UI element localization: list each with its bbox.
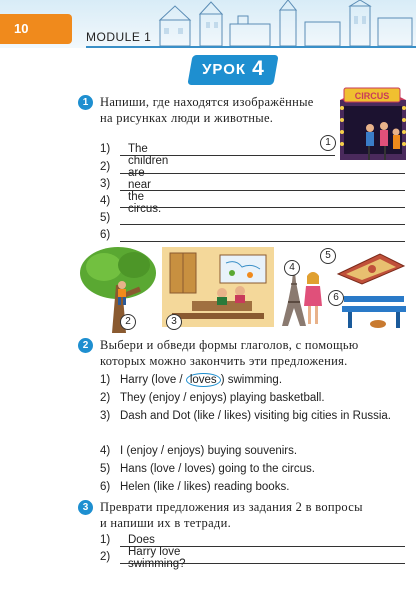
sentence-text: Dash and Dot (like / likes) visiting big cities in Russia. — [120, 410, 391, 422]
lesson-number: 4 — [252, 57, 264, 80]
exercise-3-instruction-line-1: Преврати предложения из задания 2 в вопросы — [100, 500, 363, 514]
sentence-text: Hans (love / loves) going to the circus. — [120, 463, 315, 475]
exercise-1-instruction — [100, 94, 340, 126]
exercise-2-number: 2 — [78, 338, 93, 353]
lesson-badge — [187, 55, 278, 85]
item-number: 2) — [100, 161, 111, 173]
module-label: MODULE 1 — [86, 30, 152, 44]
picture-label-4: 4 — [284, 260, 300, 276]
answer-underline — [120, 173, 405, 174]
girl-illustration — [302, 270, 324, 326]
answer-underline — [120, 207, 405, 208]
exercise-2-instruction-line-1: Выбери и обведи формы глаголов, с помощью — [100, 338, 359, 352]
lesson-label: УРОК — [202, 61, 247, 78]
picture-label-5: 5 — [320, 248, 336, 264]
item-number: 6) — [100, 481, 111, 493]
tree-boy-illustration — [78, 245, 158, 333]
answer-underline — [120, 241, 405, 242]
picture-label-2: 2 — [120, 314, 136, 330]
answer-underline — [120, 190, 405, 191]
item-number: 2) — [100, 392, 111, 404]
sentence-after: ) swimming. — [220, 374, 283, 386]
sentence-text: I (enjoy / enjoys) buying souvenirs. — [120, 445, 298, 457]
item-number: 1) — [100, 534, 111, 546]
exercise-3-instruction-line-2: и напиши их в тетради. — [100, 516, 231, 530]
exercise-1-instruction-line-1: Напиши, где находятся изображённые — [100, 95, 314, 109]
item-number: 2) — [100, 551, 111, 563]
rug-illustration — [334, 252, 406, 286]
item-number: 1) — [100, 143, 111, 155]
picture-label-6: 6 — [328, 290, 344, 306]
item-number: 1) — [100, 374, 111, 386]
exercise-2-instruction-line-2: которых можно закончить эти предложения. — [100, 354, 348, 368]
answer-underline — [120, 155, 335, 156]
circus-sign-text: CIRCUS — [354, 91, 390, 101]
city-skyline-illustration — [150, 0, 416, 46]
answer-underline — [120, 224, 405, 225]
exercise-3-instruction — [100, 499, 410, 531]
answer-underline — [120, 546, 405, 547]
sentence-text: They (enjoy / enjoys) playing basketball. — [120, 392, 325, 404]
item-number: 4) — [100, 445, 111, 457]
page-header — [0, 0, 416, 48]
exercise-1-number: 1 — [78, 95, 93, 110]
answer-text: The children are near the circus. — [128, 143, 169, 215]
header-rule — [86, 46, 416, 48]
picture-label-1: 1 — [320, 135, 336, 151]
item-number: 3) — [100, 178, 111, 190]
item-number: 6) — [100, 229, 111, 241]
sentence-before: Harry (love / — [120, 374, 186, 386]
item-number: 4) — [100, 195, 111, 207]
exercise-3-number: 3 — [78, 500, 93, 515]
page-number-tab — [0, 14, 72, 44]
item-number: 3) — [100, 410, 111, 422]
answer-underline — [120, 563, 405, 564]
item-number: 5) — [100, 212, 111, 224]
exercise-2-instruction — [100, 337, 410, 369]
circus-illustration — [338, 82, 414, 174]
bench-illustration — [338, 292, 410, 330]
circled-verb-option[interactable]: loves — [186, 373, 221, 387]
picture-label-3: 3 — [166, 314, 182, 330]
sentence-text: Helen (like / likes) reading books. — [120, 481, 290, 493]
exercise-1-instruction-line-2: на рисунках люди и животные. — [100, 111, 274, 125]
page-number: 10 — [14, 21, 29, 36]
item-number: 5) — [100, 463, 111, 475]
sentence-text — [120, 372, 400, 388]
answer-text: Does Harry love swimming? — [128, 534, 186, 570]
